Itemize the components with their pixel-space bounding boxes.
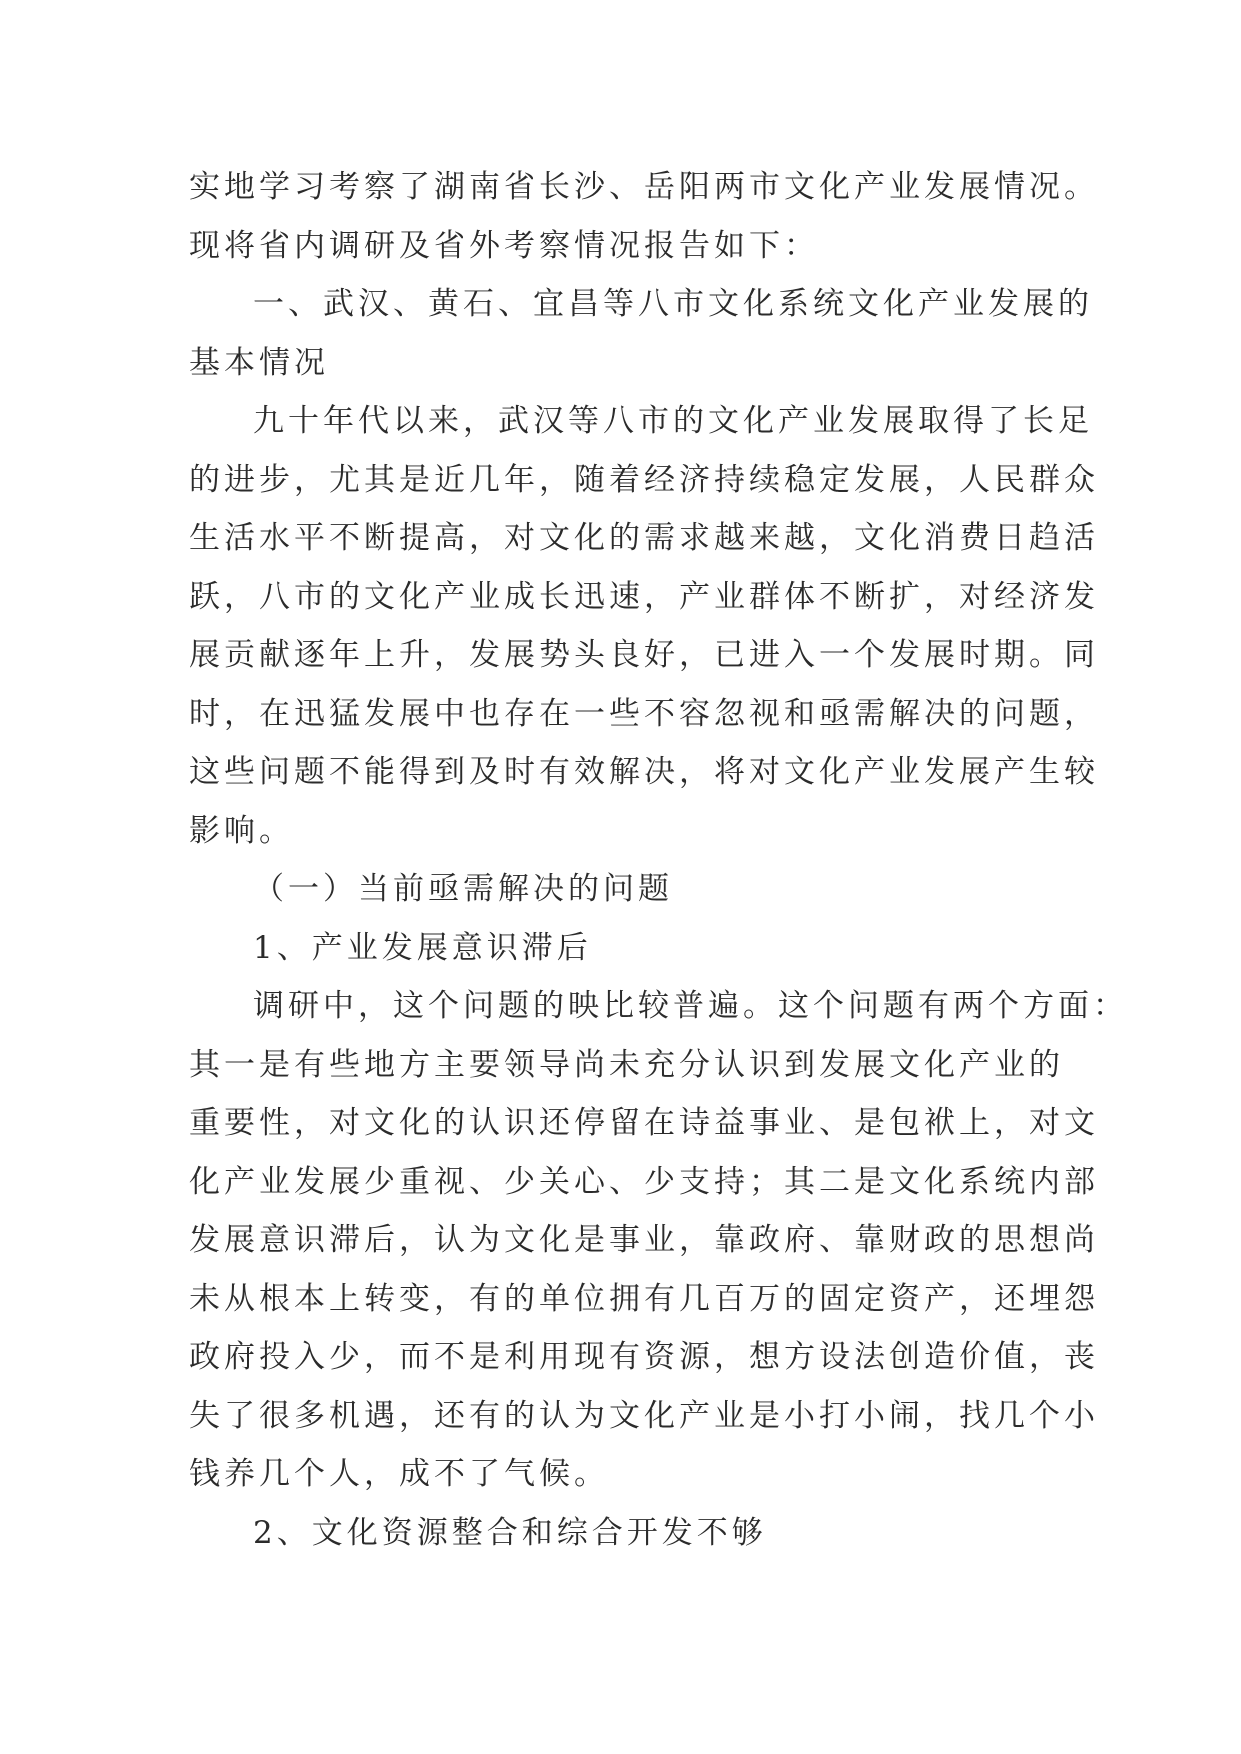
text-line: 影响。 — [189, 812, 294, 849]
text-line: 现将省内调研及省外考察情况报告如下： — [189, 227, 819, 264]
text-line: 钱养几个人，成不了气候。 — [189, 1456, 609, 1492]
text-line: 发展意识滞后，认为文化是事业，靠政府、靠财政的思想尚 — [189, 1222, 1099, 1258]
document-body — [189, 158, 1128, 1562]
text-line: 实地学习考察了湖南省长沙、岳阳两市文化产业发展情况。 — [189, 169, 1099, 205]
subsection-heading: （一）当前亟需解决的问题 — [253, 871, 673, 907]
text-line: 其一是有些地方主要领导尚未充分认识到发展文化产业的 — [189, 1046, 1064, 1083]
item-heading: 1、产业发展意识滞后 — [253, 929, 592, 966]
text-line: 这些问题不能得到及时有效解决，将对文化产业发展产生较 — [189, 754, 1099, 790]
text-line: 的进步，尤其是近几年，随着经济持续稳定发展，人民群众 — [189, 461, 1099, 498]
text-line: 未从根本上转变，有的单位拥有几百万的固定资产，还埋怨 — [189, 1280, 1099, 1317]
section-heading: 一、武汉、黄石、宜昌等八市文化系统文化产业发展的 — [253, 286, 1093, 322]
text-line: 展贡献逐年上升，发展势头良好，已进入一个发展时期。同 — [189, 637, 1099, 673]
paragraph-start: 九十年代以来，武汉等八市的文化产业发展取得了长足 — [253, 403, 1093, 439]
paragraph-start: 调研中，这个问题的映比较普遍。这个问题有两个方面： — [253, 988, 1128, 1024]
text-line: 失了很多机遇，还有的认为文化产业是小打小闹，找几个小 — [189, 1397, 1099, 1434]
text-line: 时，在迅猛发展中也存在一些不容忽视和亟需解决的问题， — [189, 695, 1099, 732]
text-line: 化产业发展少重视、少关心、少支持；其二是文化系统内部 — [189, 1163, 1099, 1200]
text-line: 生活水平不断提高，对文化的需求越来越，文化消费日趋活 — [189, 520, 1099, 556]
text-line: 重要性，对文化的认识还停留在诗益事业、是包袱上，对文 — [189, 1105, 1099, 1141]
item-heading: 2、文化资源整合和综合开发不够 — [253, 1514, 767, 1551]
text-line: 跃，八市的文化产业成长迅速，产业群体不断扩，对经济发 — [189, 578, 1099, 615]
text-line: 政府投入少，而不是利用现有资源，想方设法创造价值，丧 — [189, 1339, 1099, 1375]
section-heading-continued: 基本情况 — [189, 344, 329, 381]
